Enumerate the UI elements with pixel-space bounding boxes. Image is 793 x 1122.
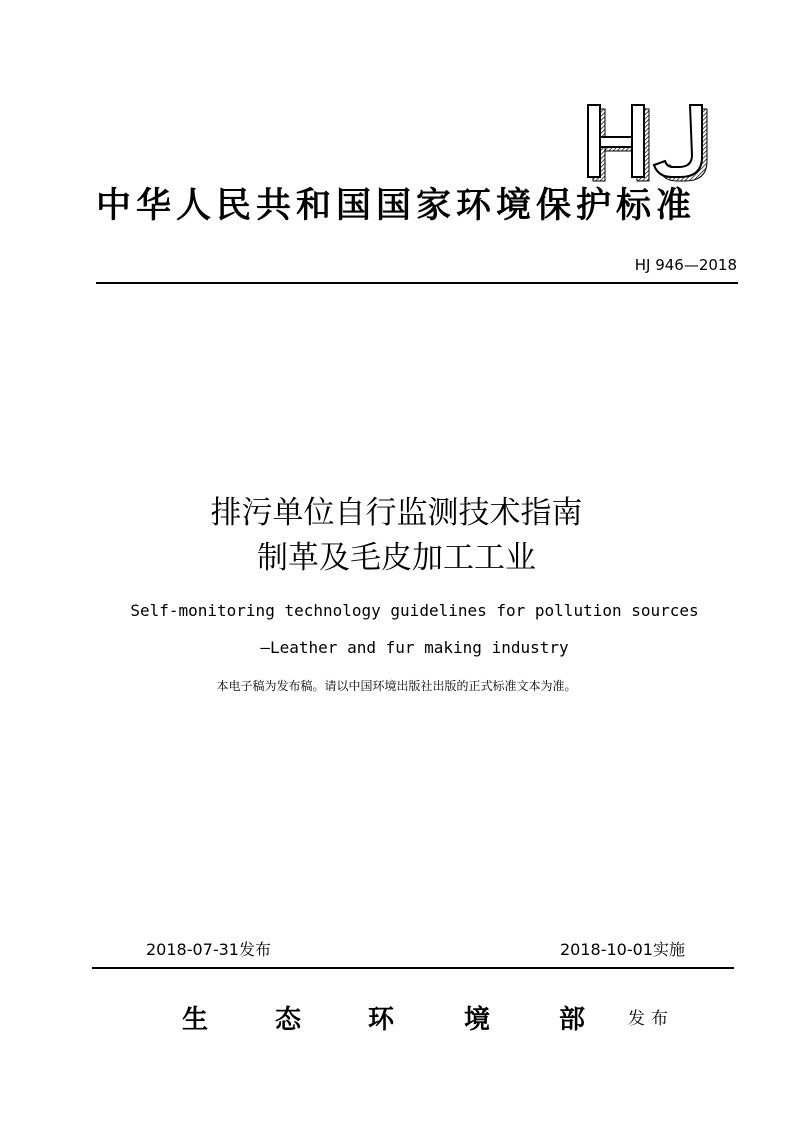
hj-logo (584, 103, 724, 183)
publisher-char: 境 (464, 1005, 491, 1035)
implementation-date: 2018-10-01实施 (560, 940, 685, 959)
english-title-line-1: Self-monitoring technology guidelines for pollution sources (130, 601, 699, 620)
publish-label: 发布 (628, 1009, 674, 1029)
footer-divider (92, 967, 734, 969)
header-divider (96, 282, 738, 284)
publisher-char: 态 (275, 1005, 302, 1035)
electronic-version-notice: 本电子稿为发布稿。请以中国环境出版社出版的正式标准文本为准。 (216, 679, 577, 693)
publisher-char: 部 (559, 1005, 586, 1035)
chinese-title-line-1: 排污单位自行监测技术指南 (210, 495, 583, 531)
standard-code: HJ 946—2018 (634, 256, 737, 274)
issue-date: 2018-07-31发布 (146, 940, 271, 959)
issuing-authority-title: 中华人民共和国国家环境保护标准 (96, 186, 697, 226)
hj-logo-graphic (584, 103, 724, 183)
chinese-title-line-2: 制革及毛皮加工工业 (257, 540, 536, 576)
publisher-char: 环 (368, 1005, 395, 1035)
publisher-char: 生 (182, 1005, 209, 1035)
english-title-line-2: —Leather and fur making industry (260, 638, 569, 657)
